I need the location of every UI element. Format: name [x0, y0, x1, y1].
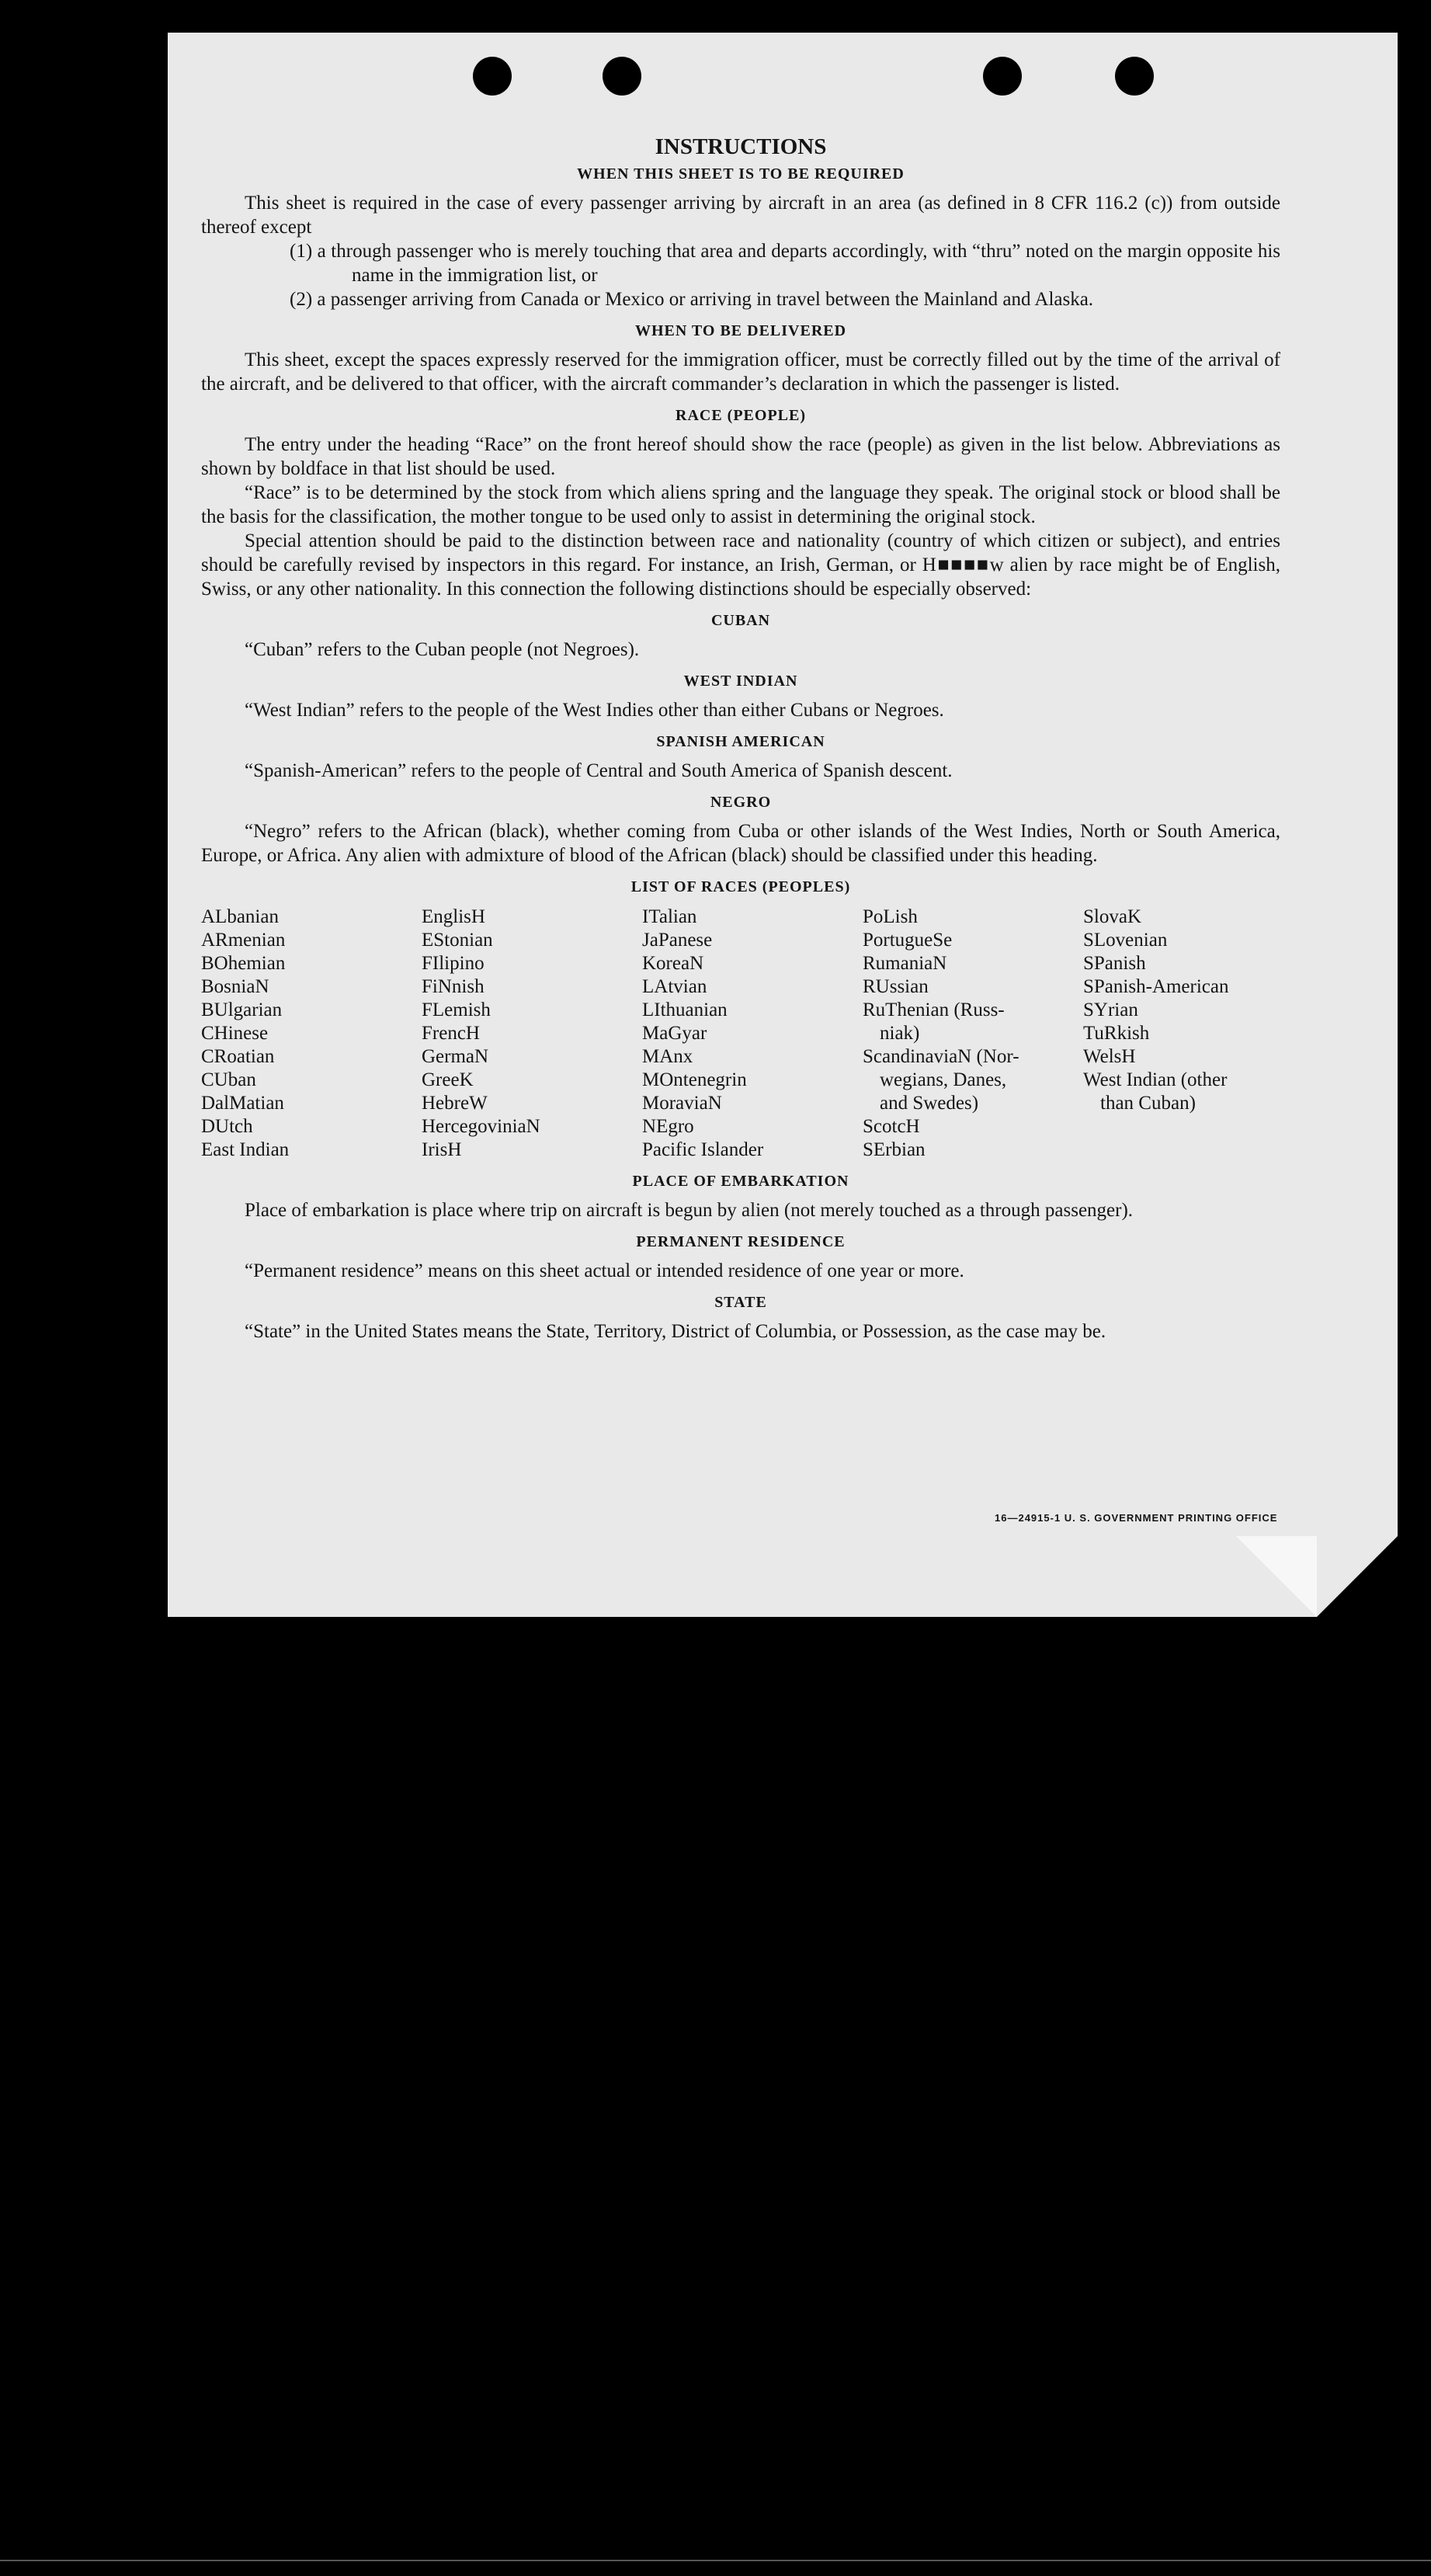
- paragraph: Place of embarkation is place where trip on aircraft is begun by alien (not merely touched as a through passenger).: [245, 1200, 1134, 1221]
- race-item: GermaN: [422, 1046, 489, 1067]
- list-item: (2) a passenger arriving from Canada or Mexico or arriving in travel between the Mainland and Alaska.: [290, 289, 1094, 310]
- punch-hole: [1115, 57, 1154, 96]
- race-item: JaPanese: [642, 930, 713, 951]
- race-item: PoLish: [863, 906, 918, 927]
- folded-corner: [1317, 1536, 1398, 1617]
- race-item: ALbanian: [201, 906, 279, 927]
- list-item: (1) a through passenger who is merely touching that area and departs accordingly, with “thru” noted on the margin opposite his name in the immigration list, or: [290, 241, 1280, 286]
- race-item: DalMatian: [201, 1093, 284, 1114]
- race-item: FIlipino: [422, 953, 485, 974]
- race-item: West Indian (other: [1083, 1069, 1228, 1090]
- paragraph: “Spanish-American” refers to the people of Central and South America of Spanish descent.: [245, 760, 953, 781]
- race-column: [642, 906, 863, 1162]
- page-title: INSTRUCTIONS: [655, 134, 827, 159]
- race-item: niak): [880, 1023, 920, 1044]
- race-item: EnglisH: [422, 906, 485, 927]
- race-column: [1083, 906, 1280, 1162]
- race-item: CUban: [201, 1069, 256, 1090]
- paragraph: “West Indian” refers to the people of the West Indies other than either Cubans or Negroes.: [245, 700, 944, 721]
- race-item: FrencH: [422, 1023, 480, 1044]
- paragraph: The entry under the heading “Race” on the front hereof should show the race (people) as given in the list below. Abbreviations as shown by boldface in that list should be used.: [201, 434, 1280, 479]
- race-item: ARmenian: [201, 930, 286, 951]
- race-item: FiNnish: [422, 976, 485, 997]
- race-item: DUtch: [201, 1116, 253, 1137]
- race-item: RumaniaN: [863, 953, 947, 974]
- race-item: GreeK: [422, 1069, 474, 1090]
- race-item: and Swedes): [880, 1093, 979, 1114]
- race-item: KoreaN: [642, 953, 704, 974]
- race-item: RuThenian (Russ-: [863, 999, 1005, 1020]
- race-item: Pacific Islander: [642, 1139, 764, 1160]
- race-item: CRoatian: [201, 1046, 275, 1067]
- instructions-body: [201, 135, 1280, 1344]
- race-item: WelsH: [1083, 1046, 1136, 1067]
- punch-hole: [603, 57, 641, 96]
- race-item: ScotcH: [863, 1116, 920, 1137]
- race-item: EStonian: [422, 930, 493, 951]
- race-item: ScandinaviaN (Nor-: [863, 1046, 1019, 1067]
- race-item: HebreW: [422, 1093, 488, 1114]
- race-item: BOhemian: [201, 953, 286, 974]
- paragraph: “Cuban” refers to the Cuban people (not Negroes).: [245, 639, 640, 660]
- race-column: [201, 906, 422, 1162]
- section-heading: STATE: [714, 1294, 767, 1311]
- document-page: [168, 33, 1398, 1617]
- section-heading: PERMANENT RESIDENCE: [636, 1233, 846, 1250]
- scan-edge-line: [0, 2560, 1431, 2561]
- race-item: LAtvian: [642, 976, 707, 997]
- paragraph: “Permanent residence” means on this sheet actual or intended residence of one year or more.: [245, 1260, 964, 1281]
- race-column: [422, 906, 642, 1162]
- punch-hole: [983, 57, 1022, 96]
- paragraph: “Negro” refers to the African (black), whether coming from Cuba or other islands of the West Indies, North or South America, Europe, or Africa. Any alien with admixture of blood of the African (black) should be classified under this heading.: [201, 821, 1280, 866]
- race-item: CHinese: [201, 1023, 269, 1044]
- race-item: PortugueSe: [863, 930, 953, 951]
- race-item: SlovaK: [1083, 906, 1141, 927]
- print-footnote: 16—24915-1 U. S. GOVERNMENT PRINTING OFFICE: [995, 1512, 1278, 1524]
- paragraph: “Race” is to be determined by the stock from which aliens spring and the language they speak. The original stock or blood shall be the basis for the classification, the mother tongue to be used only to assist in determining the original stock.: [201, 482, 1280, 527]
- race-item: MoraviaN: [642, 1093, 722, 1114]
- section-heading: WHEN THIS SHEET IS TO BE REQUIRED: [577, 165, 905, 183]
- race-item: MaGyar: [642, 1023, 707, 1044]
- race-item: SPanish-American: [1083, 976, 1229, 997]
- race-item: IrisH: [422, 1139, 462, 1160]
- section-heading: NEGRO: [710, 794, 772, 811]
- race-item: RUssian: [863, 976, 929, 997]
- race-column: [863, 906, 1083, 1162]
- race-item: BosniaN: [201, 976, 269, 997]
- folded-corner-flap: [1236, 1536, 1317, 1617]
- race-item: ITalian: [642, 906, 697, 927]
- paragraph: This sheet is required in the case of every passenger arriving by aircraft in an area (as defined in 8 CFR 116.2 (c)) from outside thereof except: [201, 193, 1280, 238]
- section-heading: CUBAN: [710, 612, 771, 629]
- race-item: SPanish: [1083, 953, 1146, 974]
- section-heading: SPANISH AMERICAN: [656, 733, 825, 750]
- paragraph: This sheet, except the spaces expressly reserved for the immigration officer, must be correctly filled out by the time of the arrival of the aircraft, and be delivered to that officer, with the aircraft commander’s declaration in which the passenger is listed.: [201, 349, 1280, 395]
- section-heading: LIST OF RACES (PEOPLES): [630, 878, 851, 895]
- race-item: MAnx: [642, 1046, 693, 1067]
- race-item: LIthuanian: [642, 999, 728, 1020]
- paragraph: “State” in the United States means the State, Territory, District of Columbia, or Possession, as the case may be.: [245, 1321, 1106, 1342]
- race-item: BUlgarian: [201, 999, 283, 1020]
- race-item: SErbian: [863, 1139, 926, 1160]
- race-item: HercegoviniaN: [422, 1116, 540, 1137]
- race-item: SYrian: [1083, 999, 1138, 1020]
- race-item: MOntenegrin: [642, 1069, 747, 1090]
- race-item: TuRkish: [1083, 1023, 1150, 1044]
- section-heading: WEST INDIAN: [683, 673, 798, 690]
- section-heading: WHEN TO BE DELIVERED: [634, 322, 847, 339]
- section-heading: PLACE OF EMBARKATION: [632, 1173, 849, 1190]
- punch-hole: [473, 57, 512, 96]
- section-heading: RACE (PEOPLE): [676, 407, 806, 424]
- race-item: wegians, Danes,: [880, 1069, 1007, 1090]
- race-list: [201, 906, 1280, 1162]
- race-item: than Cuban): [1100, 1093, 1196, 1114]
- race-item: FLemish: [422, 999, 491, 1020]
- race-item: SLovenian: [1083, 930, 1168, 951]
- race-item: NEgro: [642, 1116, 694, 1137]
- race-item: East Indian: [201, 1139, 290, 1160]
- paragraph: Special attention should be paid to the distinction between race and nationality (country of which citizen or subject), and entries should be carefully revised by inspectors in this regard. For instance, an Irish, German, or H■■■■w alien by race might be of English, Swiss, or any other nationality. In this connection the following distinctions should be especially observed:: [201, 530, 1280, 600]
